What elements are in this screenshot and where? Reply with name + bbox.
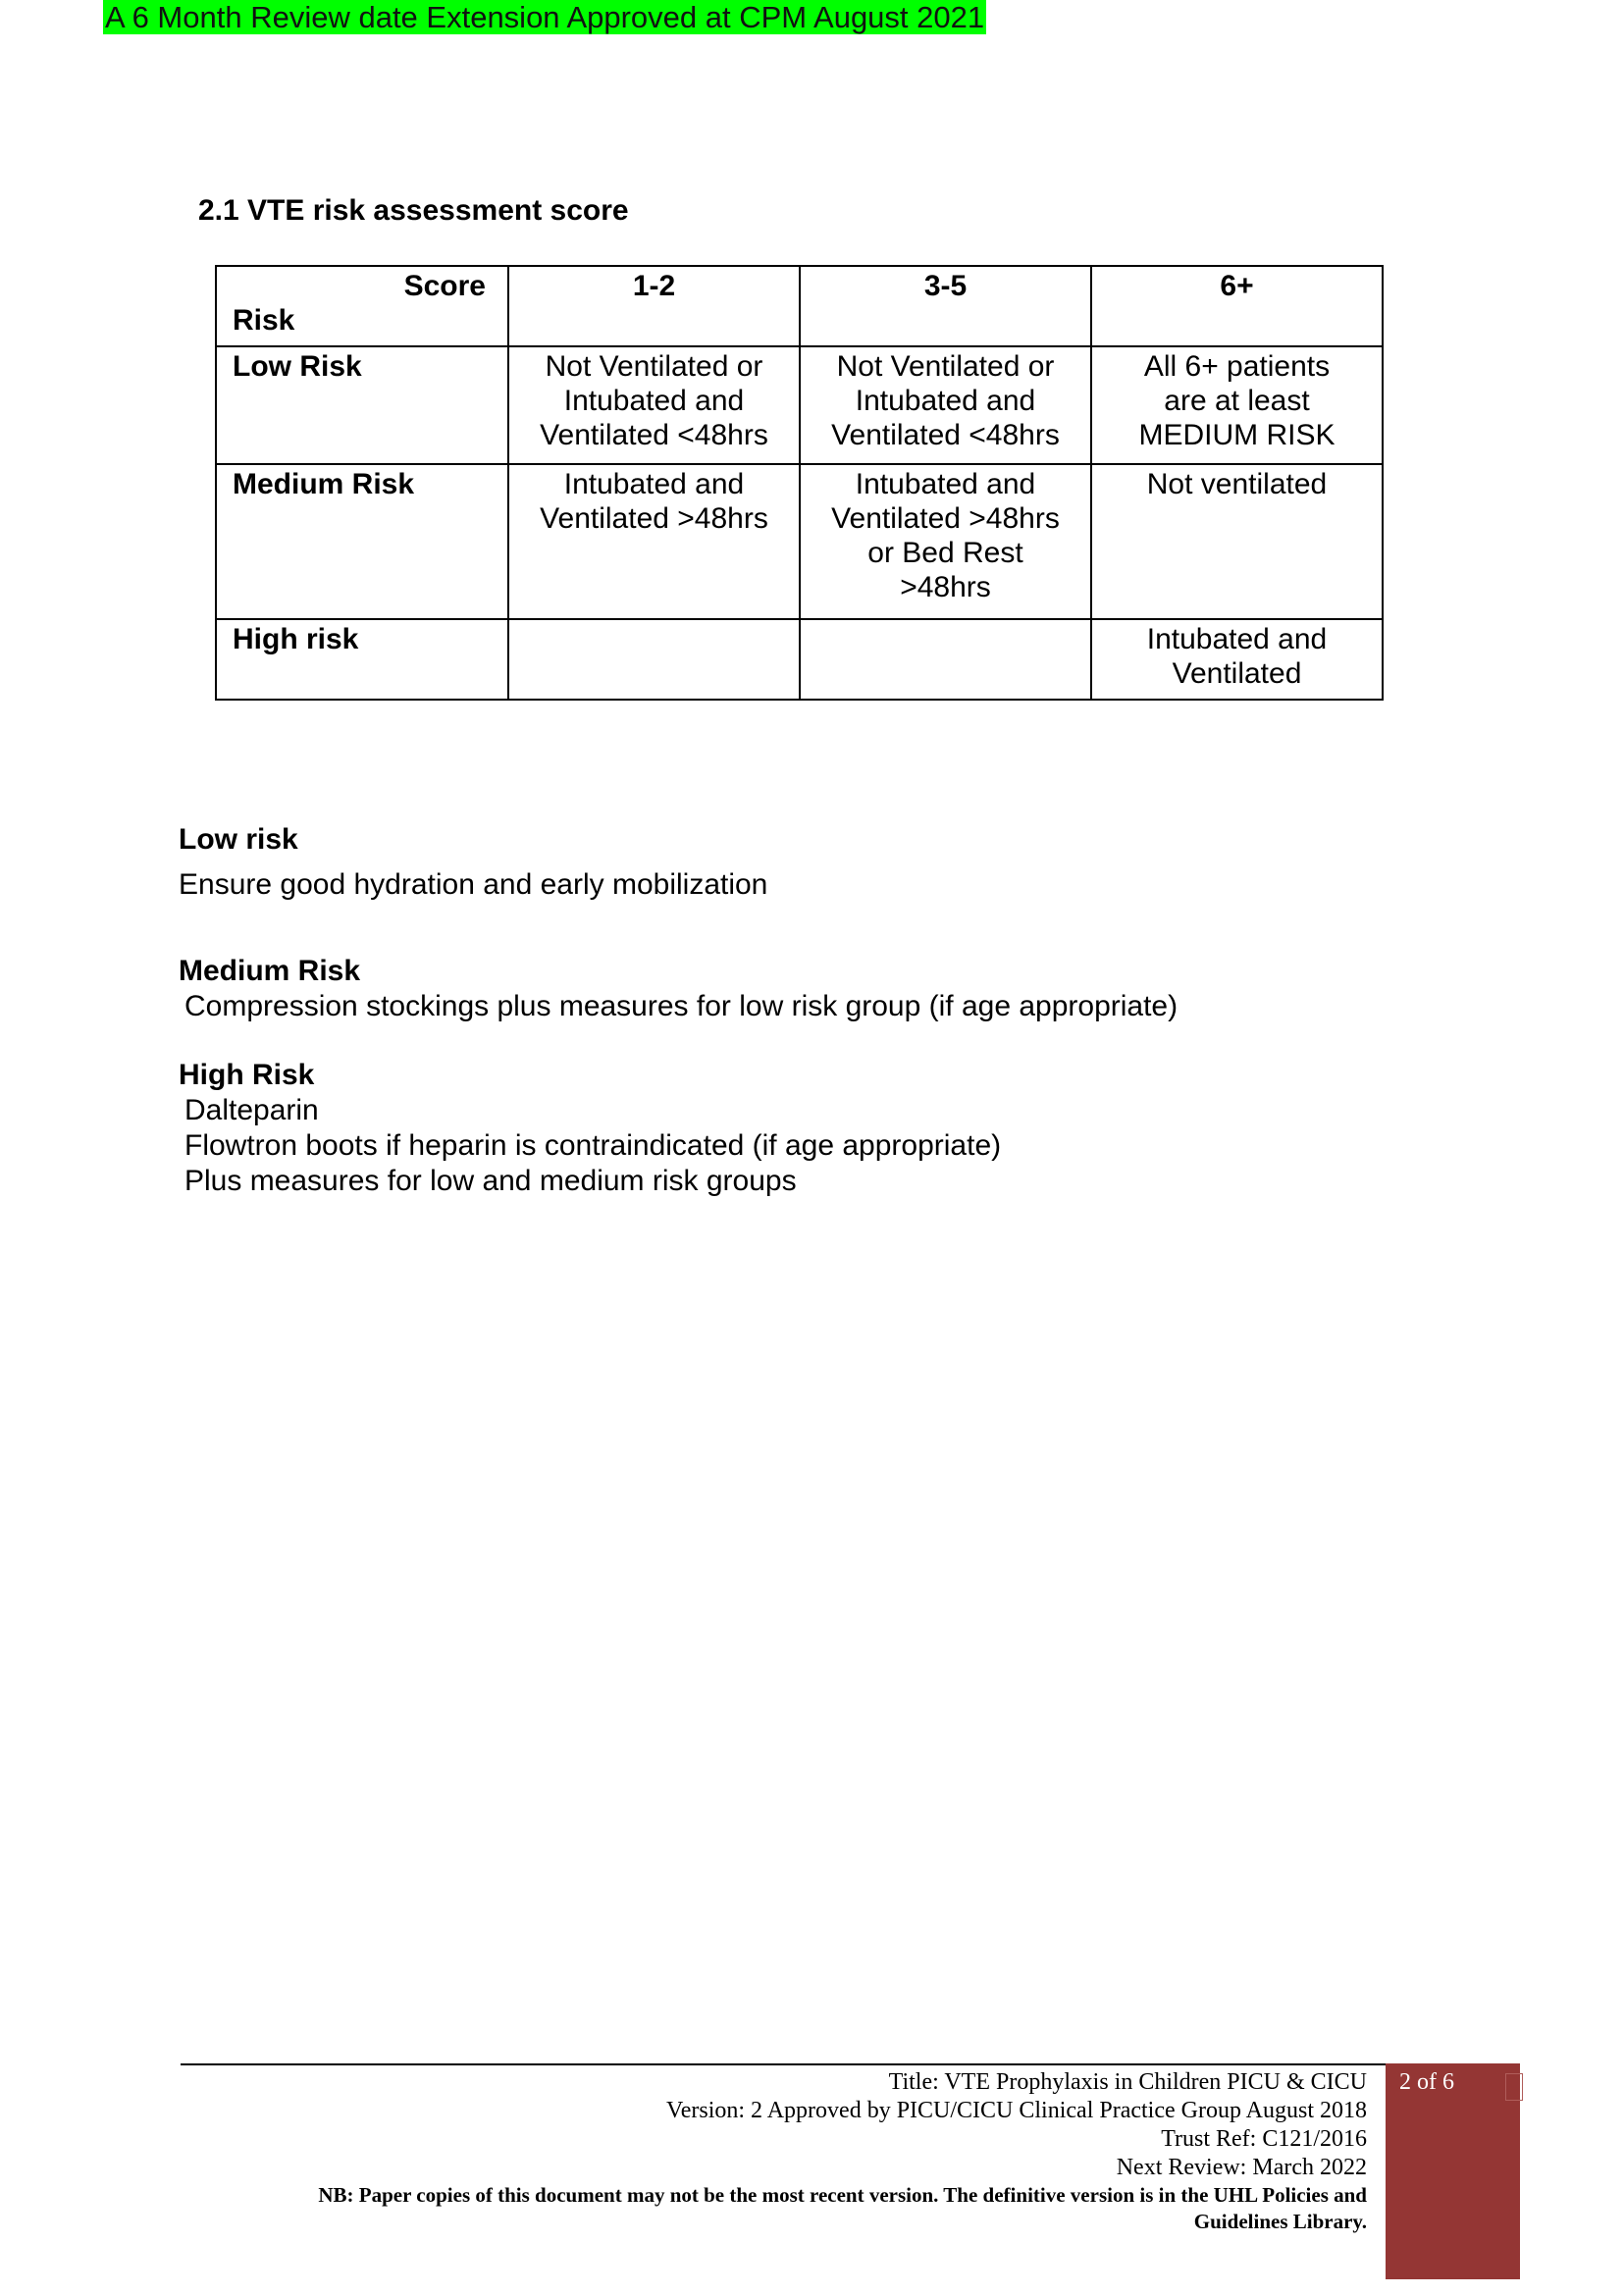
cell-line: Intubated and xyxy=(855,468,1036,500)
table-row xyxy=(216,464,1383,619)
cell-line: or Bed Rest xyxy=(867,537,1023,569)
document-footer xyxy=(91,2068,1367,2235)
score-axis-label: Score xyxy=(403,270,486,302)
low-risk-section xyxy=(179,822,767,903)
table-row xyxy=(216,346,1383,464)
cell-line: Ventilated >48hrs xyxy=(540,502,768,535)
footer-next-review: Next Review: March 2022 xyxy=(1116,2155,1367,2180)
high-risk-line: Dalteparin xyxy=(184,1094,319,1126)
risk-axis-label: Risk xyxy=(233,304,295,337)
table-row xyxy=(216,619,1383,700)
cell-line: Intubated and xyxy=(1146,623,1328,655)
cell-line: Not ventilated xyxy=(1146,468,1328,500)
score-header-6-plus: 6+ xyxy=(1091,266,1383,346)
review-extension-banner: A 6 Month Review date Extension Approved at CPM August 2021 xyxy=(105,0,985,34)
page-box-outline xyxy=(1505,2073,1523,2101)
cell-line: Intubated and xyxy=(855,385,1036,417)
medium-risk-text: Compression stockings plus measures for low risk group (if age appropriate) xyxy=(184,990,1179,1022)
row-label-low-risk: Low Risk xyxy=(216,346,508,464)
row-label-high-risk: High risk xyxy=(216,619,508,700)
page-number: 2 of 6 xyxy=(1399,2069,1454,2095)
table-cell xyxy=(1091,346,1383,464)
medium-risk-section xyxy=(179,954,1178,1024)
footer-trust-ref: Trust Ref: C121/2016 xyxy=(1161,2126,1367,2152)
footer-nb-line: NB: Paper copies of this document may not be the most recent version. The definitive version is in the UHL Policies and xyxy=(318,2183,1367,2207)
table-cell xyxy=(1091,464,1383,619)
table-cell xyxy=(800,464,1091,619)
cell-line: Ventilated <48hrs xyxy=(831,419,1060,451)
table-header-row xyxy=(216,266,1383,346)
table-cell xyxy=(508,346,800,464)
table-cell xyxy=(800,346,1091,464)
cell-line: Intubated and xyxy=(563,385,745,417)
high-risk-heading: High Risk xyxy=(179,1059,315,1091)
table-cell xyxy=(508,464,800,619)
row-label-medium-risk: Medium Risk xyxy=(216,464,508,619)
table-corner-cell xyxy=(216,266,508,346)
table-cell xyxy=(1091,619,1383,700)
high-risk-line: Plus measures for low and medium risk groups xyxy=(184,1165,797,1197)
high-risk-line: Flowtron boots if heparin is contraindicated (if age appropriate) xyxy=(184,1129,1002,1162)
low-risk-heading: Low risk xyxy=(179,823,298,856)
cell-line: Ventilated xyxy=(1172,657,1302,690)
footer-title: Title: VTE Prophylaxis in Children PICU & CICU xyxy=(888,2069,1367,2095)
cell-line: Intubated and xyxy=(563,468,745,500)
cell-line: Not Ventilated or xyxy=(545,350,763,383)
cell-line: Ventilated >48hrs xyxy=(831,502,1060,535)
table-cell-empty xyxy=(800,619,1091,700)
table-cell-empty xyxy=(508,619,800,700)
footer-version: Version: 2 Approved by PICU/CICU Clinical Practice Group August 2018 xyxy=(666,2098,1367,2123)
score-header-1-2: 1-2 xyxy=(508,266,800,346)
cell-line: Ventilated <48hrs xyxy=(540,419,768,451)
footer-divider xyxy=(181,2063,1386,2065)
cell-line: MEDIUM RISK xyxy=(1138,419,1336,451)
footer-nb-line: Guidelines Library. xyxy=(1193,2210,1367,2233)
section-title: 2.1 VTE risk assessment score xyxy=(198,194,629,227)
cell-line: >48hrs xyxy=(900,571,991,603)
score-header-3-5: 3-5 xyxy=(800,266,1091,346)
cell-line: Not Ventilated or xyxy=(836,350,1055,383)
vte-risk-table xyxy=(215,265,1384,701)
low-risk-text: Ensure good hydration and early mobilization xyxy=(179,868,768,901)
cell-line: are at least xyxy=(1164,385,1310,417)
page-number-box xyxy=(1386,2063,1520,2279)
medium-risk-heading: Medium Risk xyxy=(179,955,361,987)
high-risk-section xyxy=(179,1058,1001,1199)
cell-line: All 6+ patients xyxy=(1143,350,1331,383)
